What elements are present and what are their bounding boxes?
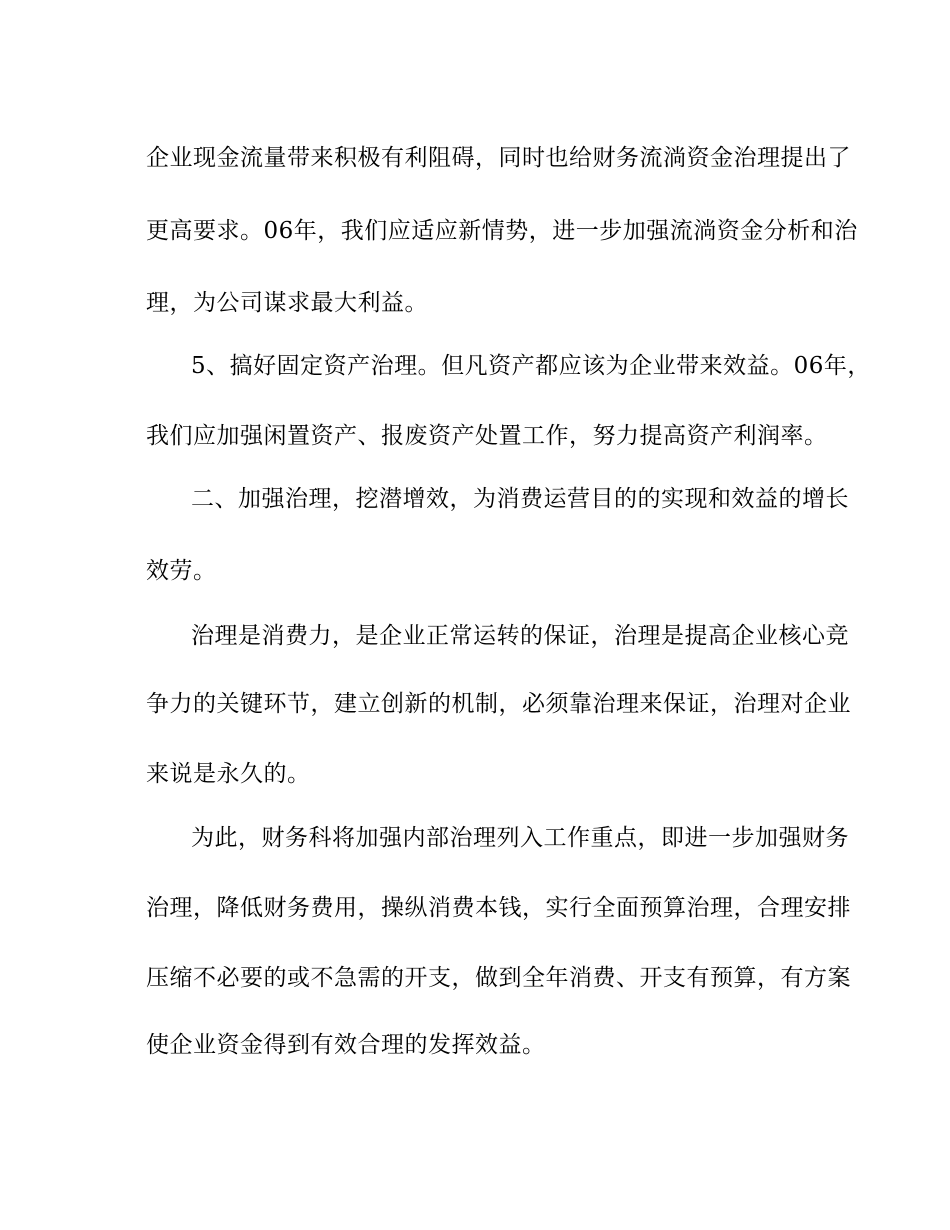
section-heading-line: 二、加强治理，挖潜增效，为消费运营目的的实现和效益的增长 [191,486,849,512]
text-line: 企业现金流量带来积极有利阻碍，同时也给财务流淌资金治理提出了 [146,145,851,171]
text-line: 压缩不必要的或不急需的开支，做到全年消费、开支有预算，有方案 [146,965,851,991]
text-line: 来说是永久的。 [146,761,311,787]
paragraph-start-line: 治理是消费力，是企业正常运转的保证，治理是提高企业核心竞 [191,623,849,649]
text-line: 我们应加强闲置资产、报废资产处置工作，努力提高资产利润率。 [146,423,828,449]
paragraph-start-line: 5、搞好固定资产治理。但凡资产都应该为企业带来效益。06年， [191,353,871,379]
text-line: 争力的关键环节，建立创新的机制，必须靠治理来保证，治理对企业 [146,691,851,717]
text-line: 治理，降低财务费用，操纵消费本钱，实行全面预算治理，合理安排 [146,895,851,921]
text-line: 更高要求。06年，我们应适应新情势，进一步加强流淌资金分析和治 [146,218,858,244]
text-line: 理，为公司谋求最大利益。 [146,290,428,316]
text-line: 使企业资金得到有效合理的发挥效益。 [146,1032,546,1058]
text-line: 效劳。 [146,558,217,584]
paragraph-start-line: 为此，财务科将加强内部治理列入工作重点，即进一步加强财务 [191,825,849,851]
